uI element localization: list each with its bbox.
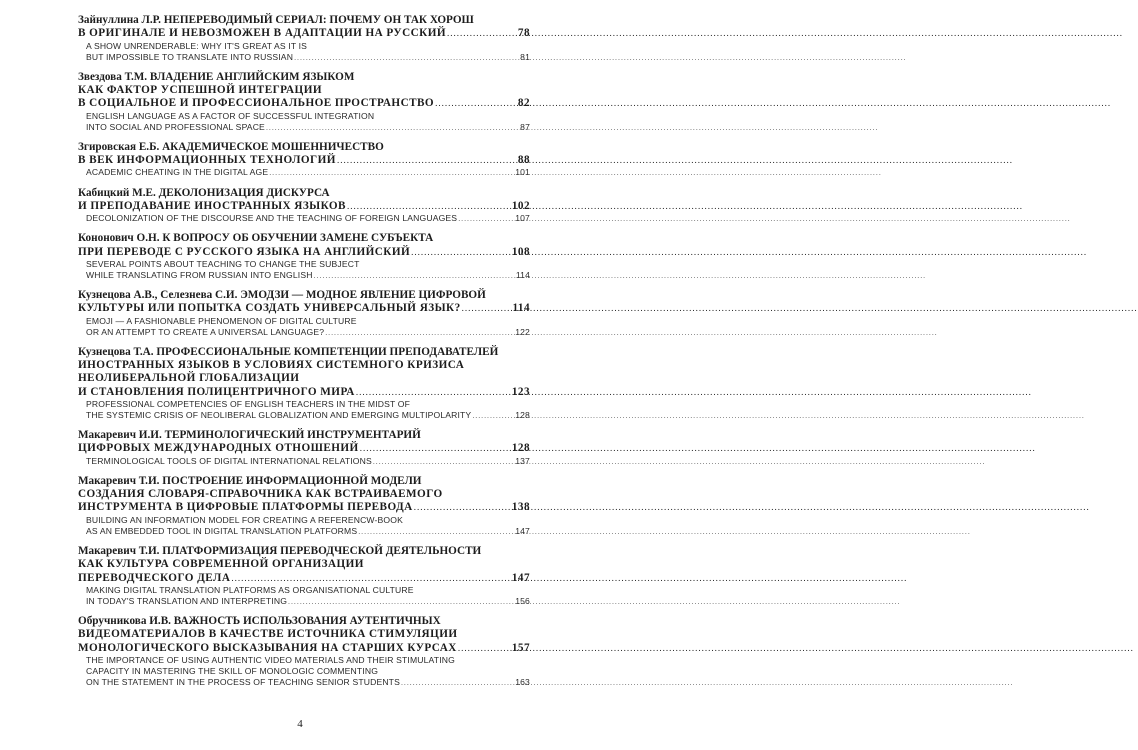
- dot-leader: [358, 527, 514, 538]
- toc-en-line: A SHOW UNRENDERABLE: WHY IT'S GREAT AS IT IS: [86, 40, 308, 51]
- toc-title-line-with-page: ПРИ ПЕРЕВОДЕ С РУССКОГО ЯЗЫКА НА АНГЛИЙСКИЙ ..... 108: [78, 246, 530, 259]
- toc-title-line: КАК КУЛЬТУРА СОВРЕМЕННОЙ ОРГАНИЗАЦИИ: [78, 558, 364, 571]
- dot-leader: [411, 246, 511, 259]
- page-ref: 123: [511, 385, 530, 398]
- page-ref: 81: [520, 51, 530, 62]
- toc-title-line: Макаревич И.И. ТЕРМИНОЛОГИЧЕСКИЙ ИНСТРУМЕНТАРИЙ: [78, 429, 421, 442]
- toc-en-line: BUILDING AN INFORMATION MODEL FOR CREATING A REFERENCW-BOOK: [86, 514, 403, 525]
- page-ref: 102: [511, 199, 530, 212]
- toc-en-line: EMOJI — A FASHIONABLE PHENOMENON OF DIGITAL CULTURE: [86, 315, 357, 326]
- page-ref: 82: [517, 97, 530, 110]
- toc-title-line-with-page: И ПРЕПОДАВАНИЕ ИНОСТРАННЫХ ЯЗЫКОВ ..... 102: [78, 200, 530, 213]
- dot-leader: [373, 457, 514, 468]
- toc-title-line: ВИДЕОМАТЕРИАЛОВ В КАЧЕСТВЕ ИСТОЧНИКА СТИМУЛЯЦИИ: [78, 628, 458, 641]
- dot-leader: [269, 168, 514, 179]
- page-ref: 114: [515, 269, 530, 280]
- toc-en-line: ENGLISH LANGUAGE AS A FACTOR OF SUCCESSFUL INTEGRATION: [86, 110, 375, 121]
- page-ref: 147: [515, 525, 530, 536]
- toc-title-line: НЕОЛИБЕРАЛЬНОЙ ГЛОБАЛИЗАЦИИ: [78, 372, 300, 385]
- page-ref: 87: [520, 121, 530, 132]
- page-ref: 128: [511, 442, 530, 455]
- toc-title-line: КАК ФАКТОР УСПЕШНОЙ ИНТЕГРАЦИИ: [78, 84, 323, 97]
- toc-title-line-with-page: ЦИФРОВЫХ МЕЖДУНАРОДНЫХ ОТНОШЕНИЙ ..... 128: [78, 442, 530, 455]
- toc-entry: [78, 14, 530, 64]
- dot-leader: [458, 214, 514, 225]
- toc-entry: [78, 429, 530, 468]
- dot-leader: [347, 200, 511, 213]
- toc-title-line: Кузнецова Т.А. ПРОФЕССИОНАЛЬНЫЕ КОМПЕТЕНЦИИ ПРЕПОДАВАТЕЛЕЙ: [78, 345, 499, 358]
- toc-title-line: Макаревич Т.И. ПОСТРОЕНИЕ ИНФОРМАЦИОННОЙ МОДЕЛИ: [78, 474, 422, 487]
- toc-en-line-with-page: IN TODAY'S TRANSLATION AND INTERPRETING ..... 156: [78, 596, 530, 608]
- toc-title-line: Обручникова И.В. ВАЖНОСТЬ ИСПОЛЬЗОВАНИЯ АУТЕНТИЧНЫХ: [78, 615, 441, 628]
- toc-title-line: Звездова Т.М. ВЛАДЕНИЕ АНГЛИЙСКИМ ЯЗЫКОМ: [78, 70, 355, 83]
- page-number: 4: [297, 718, 303, 730]
- toc-en-line-with-page: INTO SOCIAL AND PROFESSIONAL SPACE ..... 87: [78, 122, 530, 134]
- page-ref: 101: [515, 167, 530, 178]
- dot-leader: [356, 386, 511, 399]
- toc-en-line-with-page: TERMINOLOGICAL TOOLS OF DIGITAL INTERNATIONAL RELATIONS ..... 137: [78, 456, 530, 468]
- toc-title-line: СОЗДАНИЯ СЛОВАРЯ-СПРАВОЧНИКА КАК ВСТРАИВАЕМОГО: [78, 488, 443, 501]
- toc-en-line-with-page: AS AN EMBEDDED TOOL IN DIGITAL TRANSLATION PLATFORMS ..... 147: [78, 526, 530, 538]
- toc-en-line: CAPACITY IN MASTERING THE SKILL OF MONOLOGIC COMMENTING: [86, 666, 379, 676]
- toc-en-line-with-page: BUT IMPOSSIBLE TO TRANSLATE INTO RUSSIAN ..... 81: [78, 52, 530, 64]
- page-ref: 157: [511, 641, 530, 654]
- toc-title-line-with-page: ПЕРЕВОДЧЕСКОГО ДЕЛА ..... 147: [78, 572, 530, 585]
- toc-en-line-with-page: ON THE STATEMENT IN THE PROCESS OF TEACHING SENIOR STUDENTS ..... 163: [78, 677, 530, 689]
- toc-title-line-with-page: ИНСТРУМЕНТА В ЦИФРОВЫЕ ПЛАТФОРМЫ ПЕРЕВОДА ..... 138: [78, 501, 530, 514]
- toc-entry: [78, 289, 530, 339]
- toc-entry: [78, 141, 530, 180]
- toc-en-line: PROFESSIONAL COMPETENCIES OF ENGLISH TEACHERS IN THE MIDST OF: [86, 398, 410, 409]
- page-ref: 137: [515, 455, 530, 466]
- toc-en-line-with-page: THE SYSTEMIC CRISIS OF NEOLIBERAL GLOBALIZATION AND EMERGING MULTIPOLARITY ..... 128: [78, 410, 530, 422]
- page-ref: 138: [511, 501, 530, 514]
- dot-leader: [435, 97, 517, 110]
- page-ref: 88: [517, 154, 530, 167]
- page-ref: 114: [512, 302, 530, 315]
- toc-entry: [78, 232, 530, 282]
- toc-en-line-with-page: WHILE TRANSLATING FROM RUSSIAN INTO ENGLISH ..... 114: [78, 270, 530, 282]
- toc-title-line-with-page: В ВЕК ИНФОРМАЦИОННЫХ ТЕХНОЛОГИЙ ..... 88: [78, 154, 530, 167]
- toc-title-line-with-page: МОНОЛОГИЧЕСКОГО ВЫСКАЗЫВАНИЯ НА СТАРШИХ КУРСАХ ..... 157: [78, 642, 530, 655]
- toc-entry: [78, 71, 530, 134]
- toc-title-line-with-page: В СОЦИАЛЬНОЕ И ПРОФЕССИОНАЛЬНОЕ ПРОСТРАНСТВО ..... 82: [78, 97, 530, 110]
- toc-title-line: Згировская Е.Б. АКАДЕМИЧЕСКОЕ МОШЕННИЧЕСТВО: [78, 140, 384, 153]
- page-ref: 108: [511, 245, 530, 258]
- dot-leader: [447, 27, 517, 40]
- page-ref: 147: [511, 571, 530, 584]
- toc-title-line-with-page: В ОРИГИНАЛЕ И НЕВОЗМОЖЕН В АДАПТАЦИИ НА РУССКИЙ ..... 78: [78, 27, 530, 40]
- dot-leader: [337, 154, 517, 167]
- toc-entry: [78, 475, 530, 538]
- toc-title-line: ИНОСТРАННЫХ ЯЗЫКОВ В УСЛОВИЯХ СИСТЕМНОГО КРИЗИСА: [78, 359, 465, 372]
- toc-entry: [78, 187, 530, 226]
- dot-leader: [360, 442, 511, 455]
- toc-en-line-with-page: DECOLONIZATION OF THE DISCOURSE AND THE TEACHING OF FOREIGN LANGUAGES ..... 107: [78, 213, 530, 225]
- toc-title-line-with-page: КУЛЬТУРЫ ИЛИ ПОПЫТКА СОЗДАТЬ УНИВЕРСАЛЬНЫЙ ЯЗЫК? ..... 114: [78, 302, 530, 315]
- dot-leader: [462, 302, 512, 315]
- toc-title-line-with-page: И СТАНОВЛЕНИЯ ПОЛИЦЕНТРИЧНОГО МИРА ..... 123: [78, 386, 530, 399]
- dot-leader: [458, 642, 511, 655]
- page-ref: 163: [515, 677, 530, 688]
- toc-title-line: Кононович О.Н. К ВОПРОСУ ОБ ОБУЧЕНИИ ЗАМЕНЕ СУБЪЕКТА: [78, 232, 434, 245]
- toc-entry: [78, 615, 530, 689]
- toc-en-line: THE IMPORTANCE OF USING AUTHENTIC VIDEO MATERIALS AND THEIR STIMULATING: [86, 654, 455, 665]
- page-ref: 107: [515, 213, 530, 224]
- toc-title-line: Зайнуллина Л.Р. НЕПЕРЕВОДИМЫЙ СЕРИАЛ: ПОЧЕМУ ОН ТАК ХОРОШ: [78, 14, 474, 26]
- toc-title-line: Кузнецова А.В., Селезнева С.И. ЭМОДЗИ — МОДНОЕ ЯВЛЕНИЕ ЦИФРОВОЙ: [78, 289, 486, 302]
- dot-leader: [231, 572, 510, 585]
- dot-leader: [401, 678, 514, 689]
- dot-leader: [266, 123, 519, 134]
- toc-title-line: Кабицкий М.Е. ДЕКОЛОНИЗАЦИЯ ДИСКУРСА: [78, 186, 330, 199]
- dot-leader: [288, 597, 514, 608]
- toc-entry: [78, 346, 530, 422]
- dot-leader: [472, 411, 514, 422]
- toc-en-line-with-page: ACADEMIC CHEATING IN THE DIGITAL AGE ..... 101: [78, 167, 530, 179]
- dot-leader: [414, 501, 511, 514]
- dot-leader: [294, 53, 519, 64]
- page-ref: 78: [517, 27, 530, 40]
- page-ref: 156: [515, 595, 530, 606]
- toc-title-line: Макаревич Т.И. ПЛАТФОРМИЗАЦИЯ ПЕРЕВОДЧЕСКОЙ ДЕЯТЕЛЬНОСТИ: [78, 544, 482, 557]
- toc-entry: [78, 545, 530, 608]
- page-ref: 128: [515, 410, 530, 421]
- toc-en-line-with-page: OR AN ATTEMPT TO CREATE A UNIVERSAL LANGUAGE? ..... 122: [78, 327, 530, 339]
- toc-en-line: SEVERAL POINTS ABOUT TEACHING TO CHANGE THE SUBJECT: [86, 258, 360, 269]
- dot-leader: [325, 328, 514, 339]
- table-of-contents: [78, 14, 530, 696]
- toc-en-line: MAKING DIGITAL TRANSLATION PLATFORMS AS ORGANISATIONAL CULTURE: [86, 584, 414, 595]
- dot-leader: [314, 271, 515, 282]
- page-ref: 122: [515, 326, 530, 337]
